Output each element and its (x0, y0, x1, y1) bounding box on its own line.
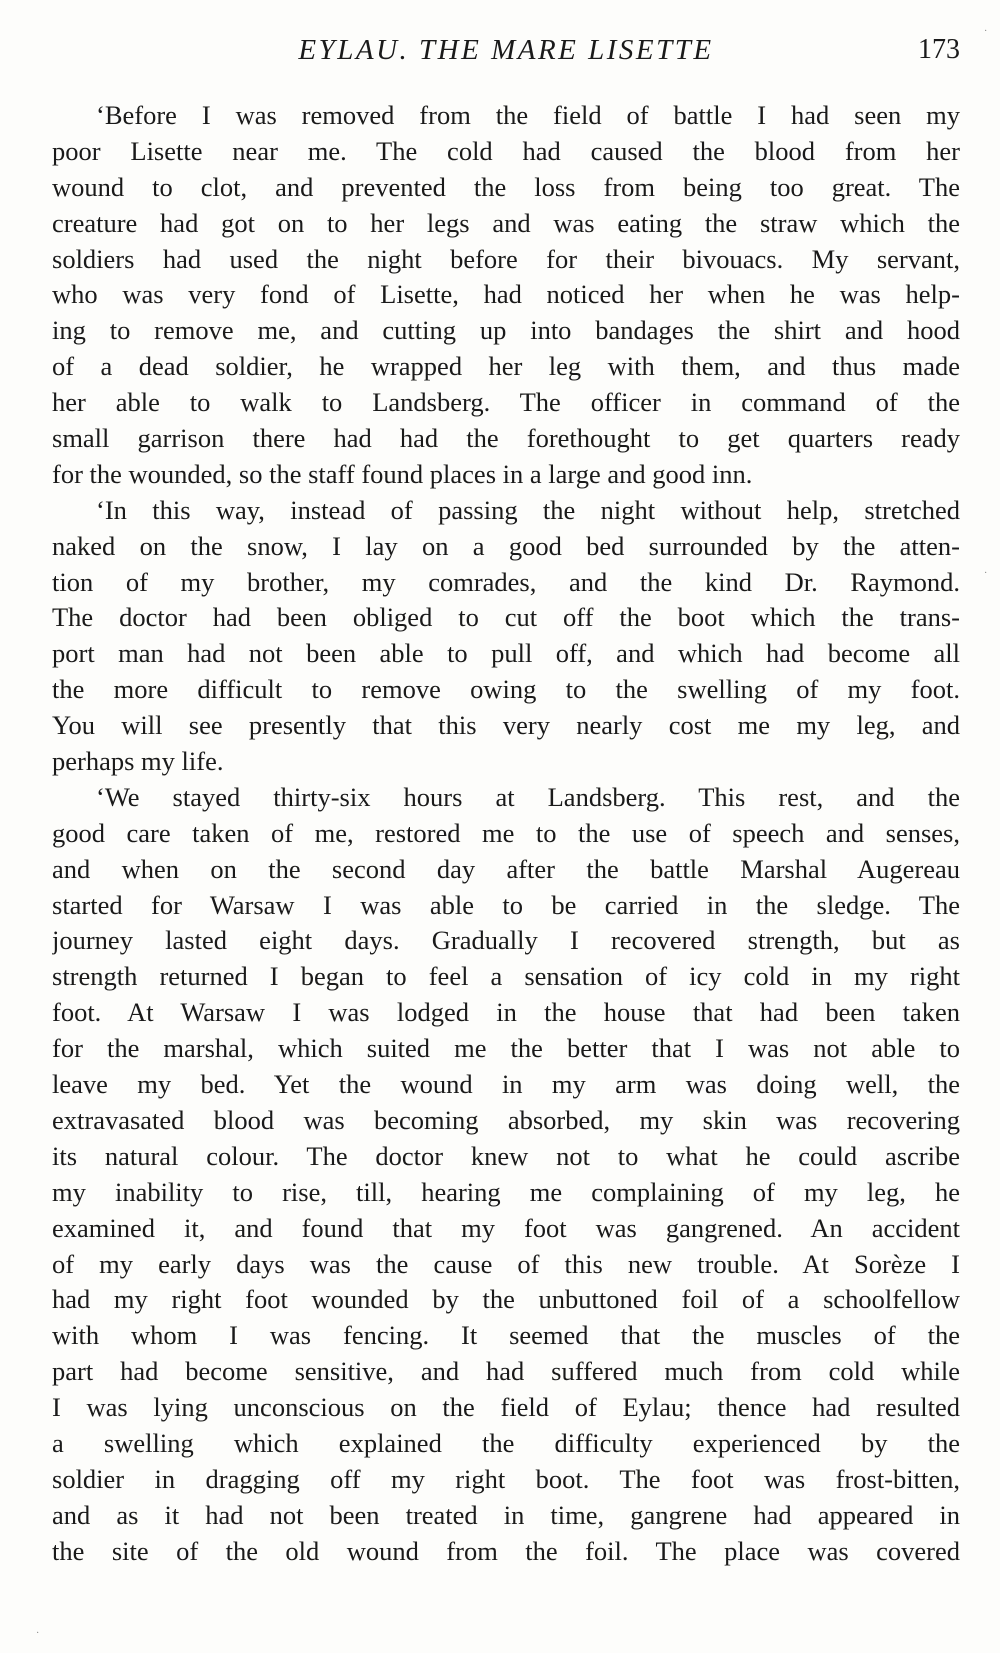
text-line: the site of the old wound from the foil. The place was covered (52, 1535, 960, 1566)
text-line: ‘Before I was removed from the field of battle I had seen my (96, 100, 960, 130)
text-line: ‘In this way, instead of passing the night without help, stretched (96, 494, 960, 525)
text-line: of a dead soldier, he wrapped her leg with them, and thus made (52, 351, 960, 382)
text-line: ‘We stayed thirty-six hours at Landsberg. This rest, and the (96, 781, 960, 812)
paragraph (52, 98, 960, 493)
text-line: who was very fond of Lisette, had noticed her when he was help- (52, 279, 960, 310)
text-line: and when on the second day after the battle Marshal Augereau (52, 853, 960, 884)
paragraph (52, 493, 960, 780)
text-line: journey lasted eight days. Gradually I recovered strength, but as (52, 925, 960, 956)
text-line: naked on the snow, I lay on a good bed surrounded by the atten- (52, 530, 960, 561)
scan-speck: · (36, 1628, 40, 1639)
text-line: extravasated blood was becoming absorbed, my skin was recovering (52, 1104, 960, 1135)
paragraph (52, 780, 960, 1570)
text-line: soldiers had used the night before for their bivouacs. My servant, (52, 243, 960, 274)
body-text (52, 98, 960, 1570)
text-line: leave my bed. Yet the wound in my arm was doing well, the (52, 1069, 960, 1100)
text-line: You will see presently that this very nearly cost me my leg, and (52, 710, 960, 741)
text-line: started for Warsaw I was able to be carried in the sledge. The (52, 889, 960, 920)
text-line: for the wounded, so the staff found places in a large and good inn. (52, 458, 753, 489)
text-line: the more difficult to remove owing to the swelling of my foot. (52, 674, 960, 705)
text-line: perhaps my life. (52, 746, 224, 777)
text-line: of my early days was the cause of this new trouble. At Sorèze I (52, 1248, 960, 1279)
text-line: The doctor had been obliged to cut off the boot which the trans- (52, 602, 960, 633)
text-line: good care taken of me, restored me to the use of speech and senses, (52, 817, 960, 848)
running-title: EYLAU. THE MARE LISETTE (298, 34, 714, 66)
text-line: a swelling which explained the difficulty experienced by the (52, 1427, 960, 1458)
page-number: 173 (918, 34, 960, 65)
text-line: ing to remove me, and cutting up into bandages the shirt and hood (52, 315, 960, 346)
text-line: port man had not been able to pull off, and which had become all (52, 638, 960, 669)
text-line: strength returned I began to feel a sensation of icy cold in my right (52, 961, 960, 992)
text-line: creature had got on to her legs and was eating the straw which the (52, 207, 960, 238)
text-line: I was lying unconscious on the field of Eylau; thence had resulted (52, 1392, 960, 1423)
running-head (52, 34, 960, 74)
scan-speck: · (984, 26, 988, 37)
text-line: her able to walk to Landsberg. The officer in command of the (52, 387, 960, 418)
text-line: part had become sensitive, and had suffered much from cold while (52, 1356, 960, 1387)
text-line: soldier in dragging off my right boot. The foot was frost-bitten, (52, 1463, 960, 1494)
text-line: had my right foot wounded by the unbuttoned foil of a schoolfellow (52, 1284, 960, 1315)
text-line: poor Lisette near me. The cold had caused the blood from her (52, 135, 960, 166)
text-line: for the marshal, which suited me the better that I was not able to (52, 1033, 960, 1064)
text-line: examined it, and found that my foot was gangrened. An accident (52, 1212, 960, 1243)
text-line: small garrison there had had the forethought to get quarters ready (52, 423, 960, 454)
text-line: and as it had not been treated in time, gangrene had appeared in (52, 1499, 960, 1530)
scan-speck: · (984, 568, 988, 579)
text-line: wound to clot, and prevented the loss from being too great. The (52, 171, 960, 202)
text-line: foot. At Warsaw I was lodged in the house that had been taken (52, 997, 960, 1028)
text-line: tion of my brother, my comrades, and the kind Dr. Raymond. (52, 566, 960, 597)
text-line: with whom I was fencing. It seemed that the muscles of the (52, 1320, 960, 1351)
text-line: my inability to rise, till, hearing me complaining of my leg, he (52, 1176, 960, 1207)
text-line: its natural colour. The doctor knew not to what he could ascribe (52, 1140, 960, 1171)
